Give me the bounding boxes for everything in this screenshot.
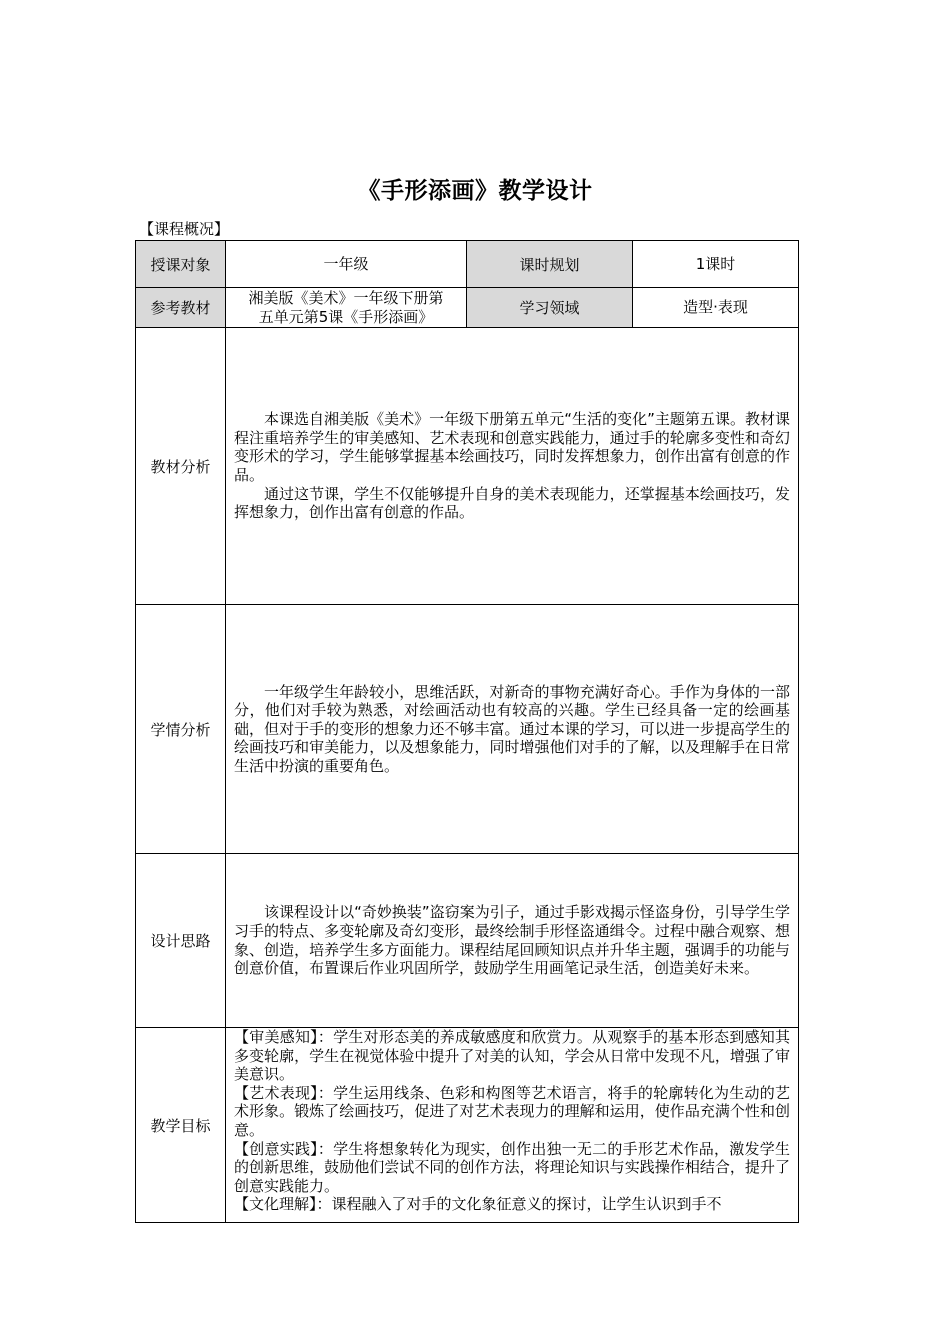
section-heading: 【课程概况】: [139, 220, 230, 238]
table-row: [136, 241, 799, 288]
goal-expression: 【艺术表现】：学生运用线条、色彩和构图等艺术语言，将手的轮廓转化为生动的艺术形象。锻炼了绘画技巧，促进了对艺术表现力的理解和运用，使作品充满个性和创意。: [234, 1083, 790, 1139]
document-title: 《手形添画》教学设计: [357, 178, 593, 204]
goal-culture: 【文化理解】：课程融入了对手的文化象征意义的探讨，让学生认识到手不: [234, 1195, 722, 1214]
table-row: [136, 328, 799, 605]
lesson-overview-table: [135, 240, 799, 1223]
textbook-ref-line2: 五单元第5课《手形添画》: [258, 307, 434, 326]
textbook-analysis-p1: 本课选自湘美版《美术》一年级下册第五单元“生活的变化”主题第五课。教材课程注重培养学生的审美感知、艺术表现和创意实践能力，通过手的轮廓多变性和奇幻变形术的学习，学生能够掌握基本绘画技巧，同时发挥想象力，创作出富有创意的作品。: [234, 410, 790, 484]
audience-value: 一年级: [226, 241, 467, 288]
teaching-goals-content: [226, 1028, 799, 1223]
textbook-ref-value: [226, 288, 467, 328]
goal-creative: 【创意实践】：学生将想象转化为现实，创作出独一无二的手形艺术作品，激发学生的创新思维，鼓励他们尝试不同的创作方法，将理论知识与实践操作相结合，提升了创意实践能力。: [234, 1139, 790, 1195]
table-row: [136, 854, 799, 1028]
student-analysis-label: 学情分析: [136, 605, 226, 854]
textbook-analysis-p2: 通过这节课，学生不仅能够提升自身的美术表现能力，还掌握基本绘画技巧，发挥想象力，创作出富有创意的作品。: [234, 484, 790, 522]
period-value: 1课时: [633, 241, 799, 288]
domain-value: 造型·表现: [633, 288, 799, 328]
design-idea-p1: 该课程设计以“奇妙换装”盗窃案为引子，通过手影戏揭示怪盗身份，引导学生学习手的特点、多变轮廓及奇幻变形，最终绘制手形怪盗通缉令。过程中融合观察、想象、创造，培养学生多方面能力。课程结尾回顾知识点并升华主题，强调手的功能与创意价值，布置课后作业巩固所学，鼓励学生用画笔记录生活，创造美好未来。: [234, 903, 790, 978]
textbook-analysis-content: [226, 328, 799, 605]
textbook-ref-line1: 湘美版《美术》一年级下册第: [248, 288, 444, 307]
goal-aesthetic: 【审美感知】：学生对形态美的养成敏感度和欣赏力。从观察手的基本形态到感知其多变轮廓，学生在视觉体验中提升了对美的认知，学会从日常中发现不凡，增强了审美意识。: [234, 1028, 790, 1084]
audience-label: 授课对象: [136, 241, 226, 288]
textbook-ref-label: 参考教材: [136, 288, 226, 328]
design-idea-label: 设计思路: [136, 854, 226, 1028]
student-analysis-content: [226, 605, 799, 854]
table-row: [136, 605, 799, 854]
teaching-goals-label: 教学目标: [136, 1028, 226, 1223]
domain-label: 学习领域: [467, 288, 633, 328]
student-analysis-p1: 一年级学生年龄较小，思维活跃，对新奇的事物充满好奇心。手作为身体的一部分，他们对手较为熟悉，对绘画活动也有较高的兴趣。学生已经具备一定的绘画基础，但对于手的变形的想象力还不够丰富。通过本课的学习，可以进一步提高学生的绘画技巧和审美能力，以及想象能力，同时增强他们对手的了解，以及理解手在日常生活中扮演的重要角色。: [234, 682, 790, 775]
design-idea-content: [226, 854, 799, 1028]
textbook-analysis-label: 教材分析: [136, 328, 226, 605]
table-row: [136, 1028, 799, 1223]
table-row: [136, 288, 799, 328]
period-label: 课时规划: [467, 241, 633, 288]
